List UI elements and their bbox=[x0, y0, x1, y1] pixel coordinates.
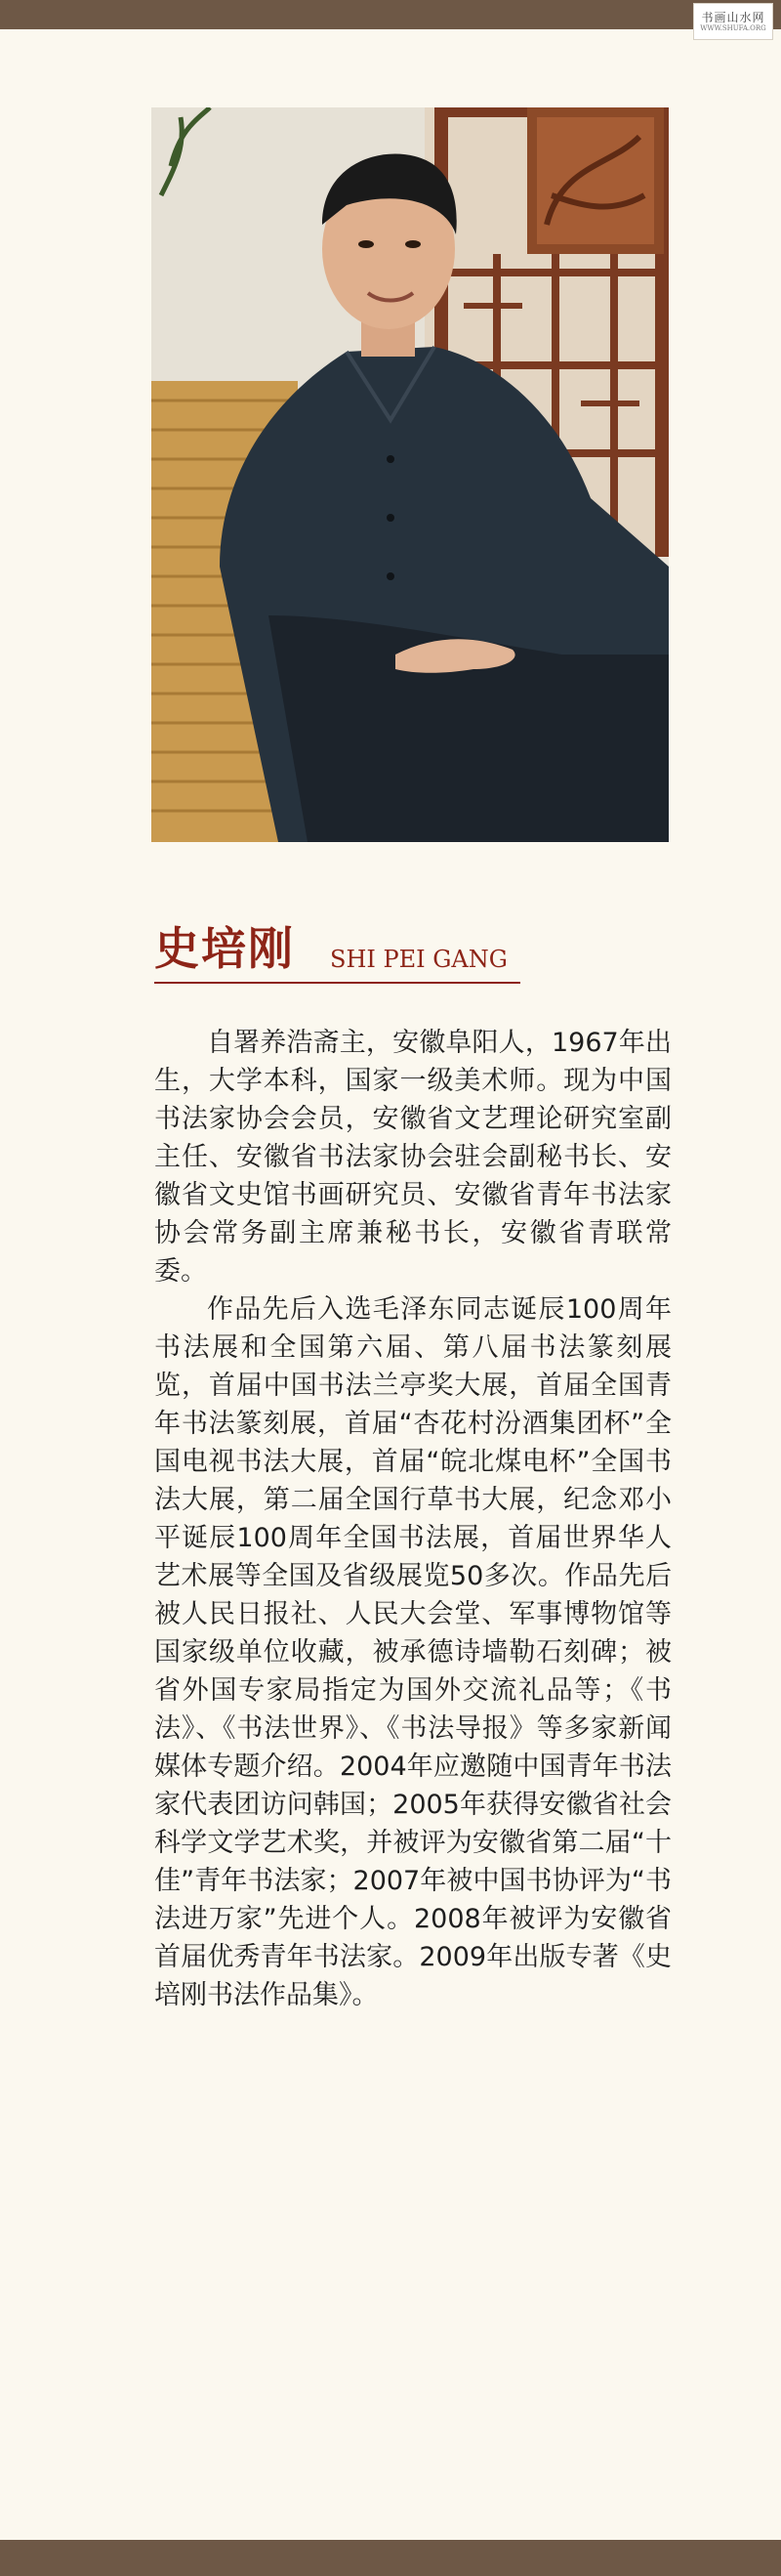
bottom-decorative-band bbox=[0, 2540, 781, 2576]
name-heading bbox=[154, 923, 525, 982]
portrait-photo bbox=[151, 107, 669, 842]
name-chinese: 史培刚 bbox=[154, 922, 295, 975]
watermark-url: WWW.SHUFA.ORG bbox=[700, 23, 766, 32]
top-decorative-band bbox=[0, 0, 781, 29]
heading-underline bbox=[154, 982, 520, 984]
bio-paragraph-2: 作品先后入选毛泽东同志诞辰100周年书法展和全国第六届、第八届书法篆刻展览，首届中国书法兰亭奖大展，首届全国青年书法篆刻展，首届“杏花村汾酒集团杯”全国电视书法大展，首届“皖北煤电杯”全国书法大展，第二届全国行草书大展，纪念邓小平诞辰100周年全国书法展，首届世界华人艺术展等全国及省级展览50多次。作品先后被人民日报社、人民大会堂、军事博物馆等国家级单位收藏，被承德诗墙勒石刻碑；被省外国专家局指定为国外交流礼品等；《书法》、《书法世界》、《书法导报》等多家新闻媒体专题介绍。2004年应邀随中国青年书法家代表团访问韩国；2005年获得安徽省社会科学文学艺术奖，并被评为安徽省第二届“十佳”青年书法家；2007年被中国书协评为“书法进万家”先进个人。2008年被评为安徽省首届优秀青年书法家。2009年出版专著《史培刚书法作品集》。 bbox=[154, 1294, 672, 2010]
biography-text bbox=[154, 1024, 672, 2014]
site-watermark-logo bbox=[693, 3, 773, 40]
name-english: SHI PEI GANG bbox=[330, 946, 508, 973]
watermark-text: 书画山水网 bbox=[701, 10, 765, 24]
bio-paragraph-1: 自署养浩斋主，安徽阜阳人，1967年出生，大学本科，国家一级美术师。现为中国书法家协会会员，安徽省文艺理论研究室副主任、安徽省书法家协会驻会副秘书长、安徽省文史馆书画研究员、安徽省青年书法家协会常务副主席兼秘书长，安徽省青联常委。 bbox=[154, 1028, 672, 1287]
